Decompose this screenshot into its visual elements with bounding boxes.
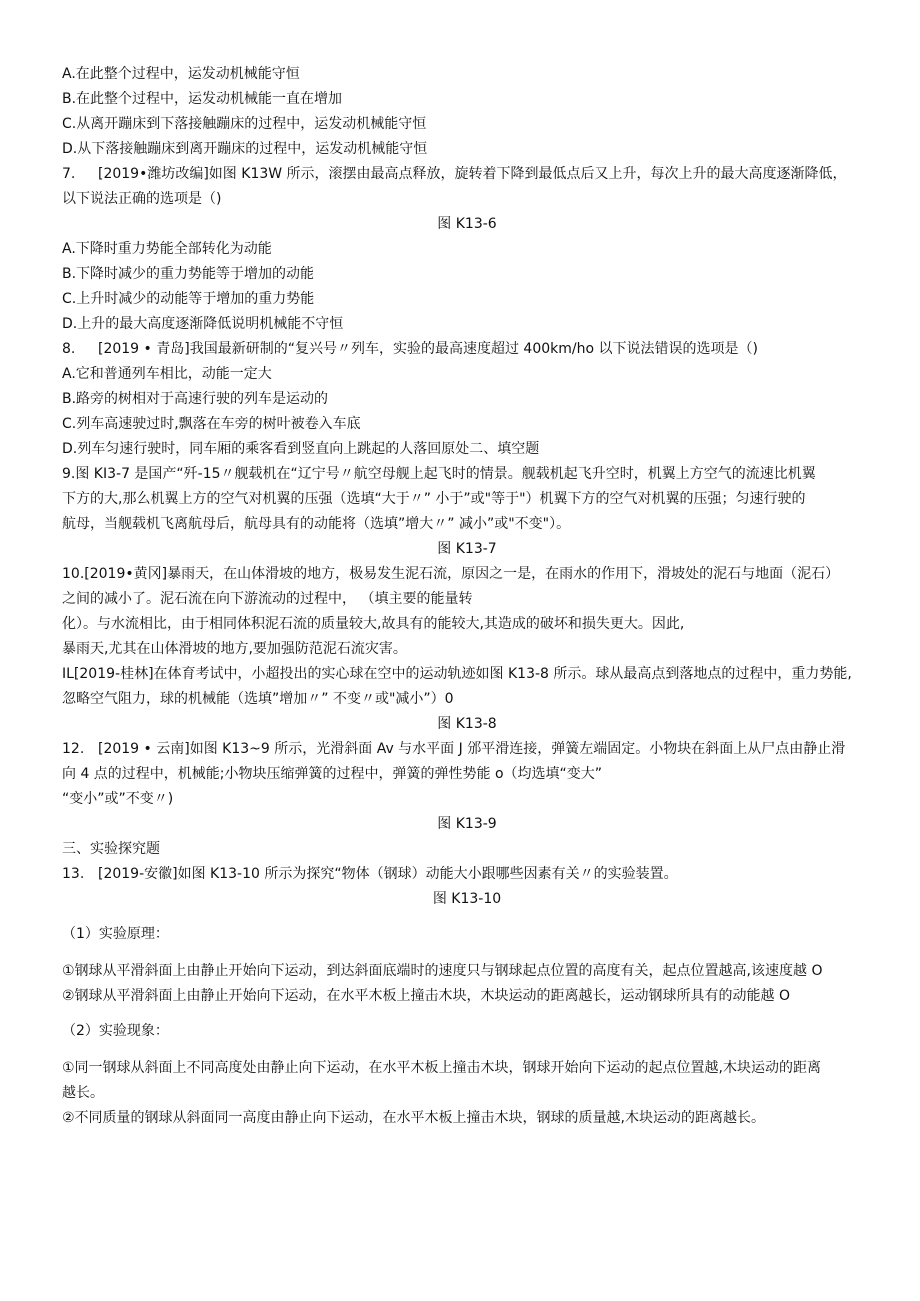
option-c: C.从离开蹦床到下落接触蹦床的过程中，运发动机械能守恒 <box>62 116 427 132</box>
question-9-cont: 航母，当舰载机飞离航母后，航母具有的动能将（选填”增大〃” 减小”或"不变"）。 <box>62 516 571 532</box>
figure-caption: 图 K13-7 <box>437 541 497 557</box>
phenomenon-1-cont: 越长。 <box>62 1085 104 1101</box>
figure-caption: 图 K13-6 <box>437 216 497 232</box>
option-c: C.上升时减少的动能等于增加的重力势能 <box>62 291 315 307</box>
option-a: A.在此整个过程中，运发动机械能守恒 <box>62 66 300 82</box>
option-b: B.在此整个过程中，运发动机械能一直在增加 <box>62 91 343 107</box>
section-heading: 三、实验探究题 <box>62 841 160 857</box>
figure-caption: 图 K13-10 <box>432 891 502 907</box>
principle-1: ①钢球从平滑斜面上由静止开始向下运动，到达斜面底端时的速度只与钢球起点位置的高度有关，起点位置越高,该速度越 O <box>62 963 823 979</box>
option-b: B.下降时减少的重力势能等于增加的动能 <box>62 266 315 282</box>
option-d: D.上升的最大高度逐渐降低说明机械能不守恒 <box>62 316 344 332</box>
document-page <box>62 62 872 1131</box>
option-c: C.列车高速驶过时,飘落在车旁的树叶被卷入车底 <box>62 416 361 432</box>
question-7 <box>62 162 872 187</box>
question-number: 13. <box>62 866 85 882</box>
option-a: A.下降时重力势能全部转化为动能 <box>62 241 272 257</box>
option-b: B.路旁的树相对于高速行驶的列车是运动的 <box>62 391 329 407</box>
question-10-cont: 之间的减小了。泥石流在向下游流动的过程中， （填主要的能量转 <box>62 591 473 607</box>
question-7-cont: 以下说法正确的选项是（) <box>62 191 222 207</box>
question-11: IL[2019-桂林]在体育考试中，小超投出的实心球在空中的运动轨迹如图 K13-8 所示。球从最高点到落地点的过程中，重力势能, <box>62 666 852 682</box>
subsection-title: （2）实验现象： <box>62 1023 169 1039</box>
question-text: [2019-安徽]如图 K13-10 所示为探究“物体（钢球）动能大小跟哪些因素有关〃的实验装置。 <box>98 866 678 882</box>
question-10-cont: 暴雨天,尤其在山体滑坡的地方,要加强防范泥石流灾害。 <box>62 641 407 657</box>
option-d: D.列车匀速行驶时，同车厢的乘客看到竖直向上跳起的人落回原处二、填空题 <box>62 441 540 457</box>
question-number: 12. <box>62 741 85 757</box>
option-a: A.它和普通列车相比，动能一定大 <box>62 366 272 382</box>
question-12-cont: “变小”或”不变〃) <box>62 791 174 807</box>
question-8 <box>62 337 872 362</box>
figure-caption: 图 K13-9 <box>437 816 497 832</box>
figure-caption: 图 K13-8 <box>437 716 497 732</box>
option-d: D.从下落接触蹦床到离开蹦床的过程中，运发动机械能守恒 <box>62 141 428 157</box>
question-number: 8. <box>62 341 76 357</box>
question-number: 7. <box>62 166 76 182</box>
question-11-cont: 忽略空气阻力，球的机械能（选填”增加〃” 不变〃或"减小”）0 <box>62 691 454 707</box>
question-10: 10.[2019•黄冈]暴雨天，在山体滑坡的地方，极易发生泥石流，原因之一是，在雨水的作用下，滑坡处的泥石与地面（泥石） <box>62 566 840 582</box>
phenomenon-2: ②不同质量的钢球从斜面同一高度由静止向下运动，在水平木板上撞击木块，钢球的质量越,木块运动的距离越长。 <box>62 1110 765 1126</box>
subsection-title: （1）实验原理： <box>62 926 169 942</box>
question-9: 9.图 KI3-7 是国产“歼-15〃舰载机在“辽宁号〃航空母舰上起飞时的情景。舰载机起飞升空时，机翼上方空气的流速比机翼 <box>62 466 816 482</box>
question-text: [2019•潍坊改编]如图 K13W 所示，滚摆由最高点释放，旋转着下降到最低点后又上升，每次上升的最大高度逐渐降低， <box>98 166 847 182</box>
question-text: [2019 • 青岛]我国最新研制的“复兴号〃列车，实验的最高速度超过 400km/ho 以下说法错误的选项是（) <box>98 341 758 357</box>
question-text: [2019 • 云南]如图 K13~9 所示，光滑斜面 Av 与水平面 J 邠平滑连接，弹簧左端固定。小物块在斜面上从尸点由静止滑 <box>98 741 846 757</box>
question-10-cont: 化）。与水流相比，由于相同体积泥石流的质量较大,故具有的能较大,其造成的破坏和损失更大。因此, <box>62 616 685 632</box>
question-13 <box>62 862 872 887</box>
phenomenon-1: ①同一钢球从斜面上不同高度处由静止向下运动，在水平木板上撞击木块，钢球开始向下运动的起点位置越,木块运动的距离 <box>62 1060 821 1076</box>
question-12 <box>62 737 872 762</box>
principle-2: ②钢球从平滑斜面上由静止开始向下运动，在水平木板上撞击木块，木块运动的距离越长，运动钢球所具有的动能越 O <box>62 988 791 1004</box>
question-9-cont: 下方的大,那么机翼上方的空气对机翼的压强（选填“大于〃” 小于”或"等于"）机翼下方的空气对机翼的压强；匀速行驶的 <box>62 491 806 507</box>
question-12-cont: 向 4 点的过程中，机械能;小物块压缩弹簧的过程中，弹簧的弹性势能 o（均选填“变大” <box>62 766 603 782</box>
